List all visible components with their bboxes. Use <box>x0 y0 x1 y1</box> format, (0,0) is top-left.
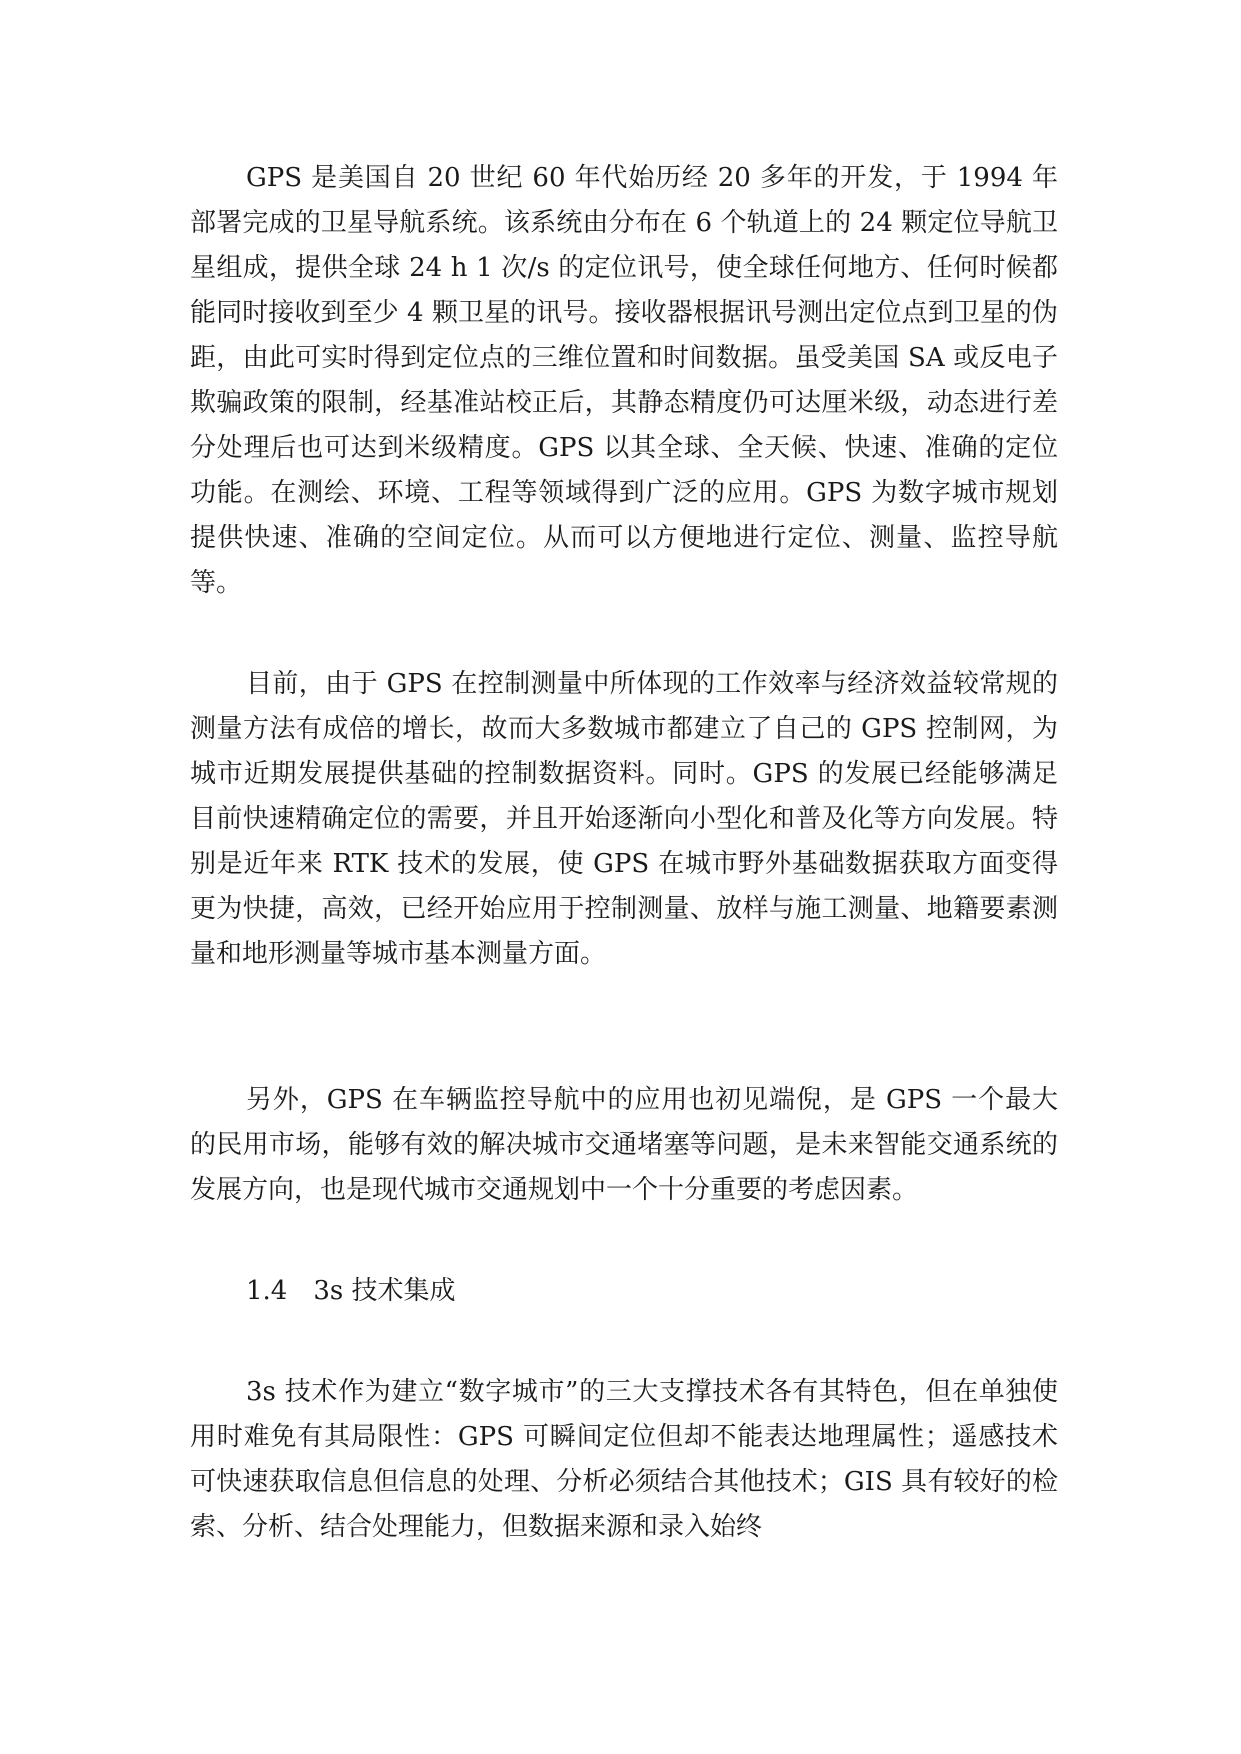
paragraph-gps-overview: GPS 是美国自 20 世纪 60 年代始历经 20 多年的开发，于 1994 年部署完成的卫星导航系统。该系统由分布在 6 个轨道上的 24 颗定位导航卫星组成，提供全球 24 h 1 次/s 的定位讯号，使全球任何地方、任何时候都能同时接收到至少 4 颗卫星的讯号。接收器根据讯号测出定位点到卫星的伪距，由此可实时得到定位点的三维位置和时间数据。虽受美国 SA 或反电子欺骗政策的限制，经基准站校正后，其静态精度仍可达厘米级，动态进行差分处理后也可达到米级精度。GPS 以其全球、全天候、快速、准确的定位功能。在测绘、环境、工程等领域得到广泛的应用。GPS 为数字城市规划提供快速、准确的空间定位。从而可以方便地进行定位、测量、监控导航等。 <box>190 163 1058 598</box>
paragraph-3s-integration: 3s 技术作为建立“数字城市”的三大支撑技术各有其特色，但在单独使用时难免有其局限性：GPS 可瞬间定位但却不能表达地理属性；遥感技术可快速获取信息但信息的处理、分析必须结合其他技术；GIS 具有较好的检索、分析、结合处理能力，但数据来源和录入始终 <box>190 1377 1058 1542</box>
paragraph-gps-vehicle-navigation: 另外，GPS 在车辆监控导航中的应用也初见端倪，是 GPS 一个最大的民用市场，能够有效的解决城市交通堵塞等问题，是未来智能交通系统的发展方向，也是现代城市交通规划中一个十分重要的考虑因素。 <box>190 1085 1058 1205</box>
paragraph-gps-control-survey: 目前，由于 GPS 在控制测量中所体现的工作效率与经济效益较常规的测量方法有成倍的增长，故而大多数城市都建立了自己的 GPS 控制网，为城市近期发展提供基础的控制数据资料。同时。GPS 的发展已经能够满足目前快速精确定位的需要，并且开始逐渐向小型化和普及化等方向发展。特别是近年来 RTK 技术的发展，使 GPS 在城市野外基础数据获取方面变得更为快捷，高效，已经开始应用于控制测量、放样与施工测量、地籍要素测量和地形测量等城市基本测量方面。 <box>190 669 1058 969</box>
section-heading: 1.4 3s 技术集成 <box>246 1276 456 1306</box>
document-body <box>190 156 1058 1550</box>
